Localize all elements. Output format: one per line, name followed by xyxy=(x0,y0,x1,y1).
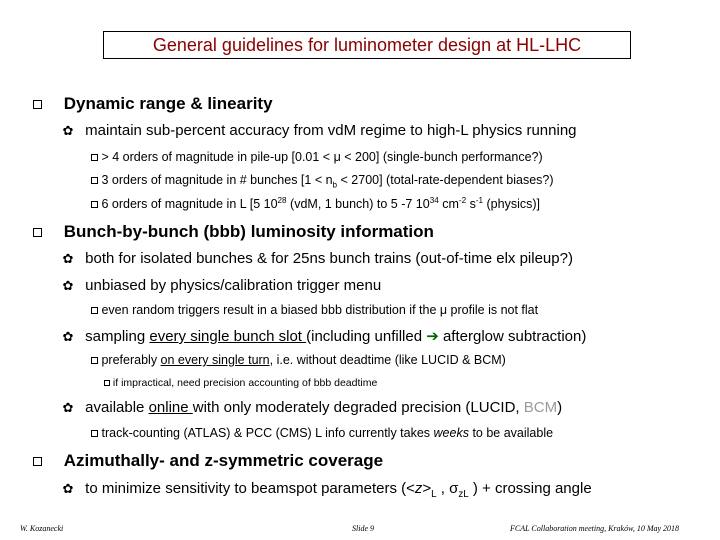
section-heading-azimuthal: Azimuthally- and z-symmetric coverage xyxy=(33,451,383,471)
gear-bullet-icon: ✿ xyxy=(62,481,74,496)
square-bullet-icon xyxy=(91,307,98,314)
bullet-beamspot: ✿ to minimize sensitivity to beamspot parameters ($<z>_L$ , $\sigma_{zL}$ ) + crossing angle xyxy=(62,480,592,500)
square-bullet-icon xyxy=(104,380,110,386)
gear-bullet-icon: ✿ xyxy=(62,278,74,293)
footer-author: W. Kozanecki xyxy=(20,524,64,533)
square-bullet-icon xyxy=(33,228,42,237)
section-heading-dynamic-range: Dynamic range & linearity xyxy=(33,94,273,114)
sub-bullet-pileup: > 4 orders of magnitude in pile-up [0.01 < μ < 200] (single-bunch performance?) xyxy=(91,150,543,164)
bullet-sampling: ✿ sampling every single bunch slot (including unfilled ➔ afterglow subtraction) xyxy=(62,328,587,345)
footer-event: FCAL Collaboration meeting, Kraków, 10 May 2018 xyxy=(510,524,680,533)
sub-bullet-luminosity: 6 orders of magnitude in L [5 $10^{28}$ (vdM, 1 bunch) to 5 -7 $10^{34}$ $cm^{-2}$ $s^{-1}$ (physics)] xyxy=(91,196,540,211)
bullet-subpercent: ✿ maintain sub-percent accuracy from vdM regime to high-L physics running xyxy=(62,122,577,139)
square-bullet-icon xyxy=(91,177,98,184)
square-bullet-icon xyxy=(91,154,98,161)
sub-bullet-every-turn: preferably on every single turn, i.e. without deadtime (like LUCID & BCM) xyxy=(91,353,506,367)
bullet-unbiased: ✿ unbiased by physics/calibration trigger menu xyxy=(62,277,382,294)
footer-slide-number: Slide 9 xyxy=(352,524,374,533)
slide-title: General guidelines for luminometer design at HL-LHC xyxy=(103,31,631,59)
section-heading-bunch-by-bunch: Bunch-by-bunch (bbb) luminosity information xyxy=(33,222,434,242)
gear-bullet-icon: ✿ xyxy=(62,251,74,266)
square-bullet-icon xyxy=(33,457,42,466)
gear-bullet-icon: ✿ xyxy=(62,400,74,415)
gear-bullet-icon: ✿ xyxy=(62,123,74,138)
sub-bullet-track-counting: track-counting (ATLAS) & PCC (CMS) L info currently takes weeks to be available xyxy=(91,426,553,440)
sub-bullet-random-triggers: even random triggers result in a biased bbb distribution if the μ profile is not flat xyxy=(91,303,538,317)
right-arrow-icon: ➔ xyxy=(426,328,439,345)
square-bullet-icon xyxy=(91,357,98,364)
square-bullet-icon xyxy=(91,430,98,437)
sub-sub-bullet-deadtime: if impractical, need precision accounting of bbb deadtime xyxy=(104,377,377,389)
bullet-isolated-bunches: ✿ both for isolated bunches & for 25ns bunch trains (out-of-time elx pileup?) xyxy=(62,250,573,267)
sub-bullet-bunches: 3 orders of magnitude in # bunches $[1 < n_b < 2700]$ (total-rate-dependent biases?) xyxy=(91,173,554,190)
bullet-online: ✿ available online with only moderately degraded precision (LUCID, BCM) xyxy=(62,399,563,416)
gear-bullet-icon: ✿ xyxy=(62,329,74,344)
square-bullet-icon xyxy=(91,201,98,208)
square-bullet-icon xyxy=(33,100,42,109)
